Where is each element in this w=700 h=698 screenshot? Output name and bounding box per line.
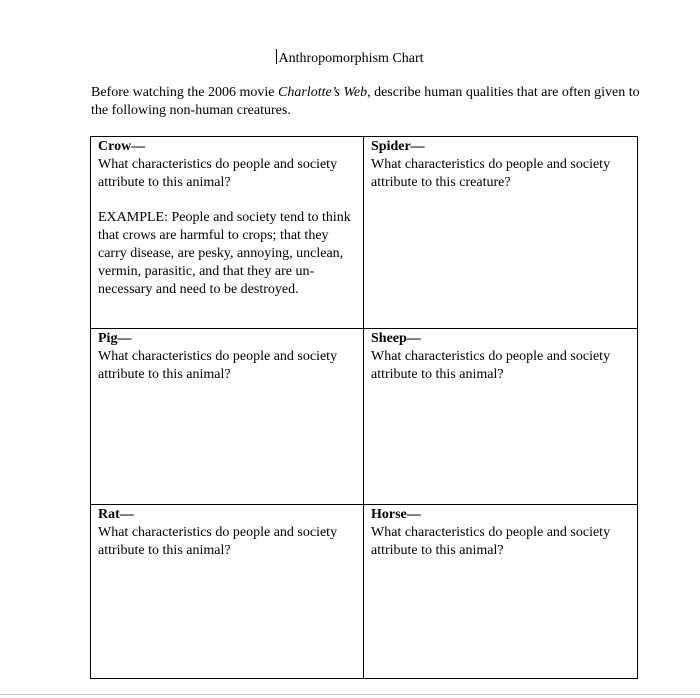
cell-sheep[interactable] bbox=[364, 329, 638, 505]
animal-label: Crow— bbox=[98, 139, 146, 154]
table-row bbox=[91, 505, 638, 679]
cell-crow[interactable] bbox=[91, 137, 364, 329]
cell-rat[interactable] bbox=[91, 505, 364, 679]
example-text: EXAMPLE: People and society tend to think that crows are harmful to crops; that they carry disease, are pesky, annoying, unclean, vermin, parasitic, and that they are un-necessary and need to be destroyed. bbox=[98, 210, 351, 297]
cell-pig[interactable] bbox=[91, 329, 364, 505]
cell-spider[interactable] bbox=[364, 137, 638, 329]
cell-question: What characteristics do people and society attribute to this animal? bbox=[371, 349, 611, 382]
table-row bbox=[91, 329, 638, 505]
document-title-text[interactable]: Anthropomorphism Chart bbox=[278, 51, 424, 66]
intro-paragraph[interactable] bbox=[91, 84, 643, 120]
animal-label: Sheep— bbox=[371, 331, 421, 346]
document-title bbox=[0, 49, 700, 68]
cell-question: What characteristics do people and society attribute to this animal? bbox=[371, 525, 611, 558]
cell-question: What characteristics do people and society attribute to this creature? bbox=[371, 157, 611, 190]
intro-text-after: , describe human qualities that are often given to the following non-human creatures. bbox=[91, 85, 640, 118]
animal-label: Spider— bbox=[371, 139, 425, 154]
cell-question: What characteristics do people and society attribute to this animal? bbox=[98, 157, 338, 190]
cell-horse[interactable] bbox=[364, 505, 638, 679]
animal-label: Rat— bbox=[98, 507, 134, 522]
animal-label: Pig— bbox=[98, 331, 132, 346]
cell-question: What characteristics do people and society attribute to this animal? bbox=[98, 525, 338, 558]
intro-text-before: Before watching the 2006 movie bbox=[91, 85, 279, 100]
page-bottom-divider bbox=[0, 694, 700, 695]
cell-question: What characteristics do people and society attribute to this animal? bbox=[98, 349, 338, 382]
movie-title: Charlotte’s Web bbox=[278, 85, 368, 100]
anthropomorphism-table bbox=[90, 136, 638, 679]
table-row bbox=[91, 137, 638, 329]
animal-label: Horse— bbox=[371, 507, 421, 522]
